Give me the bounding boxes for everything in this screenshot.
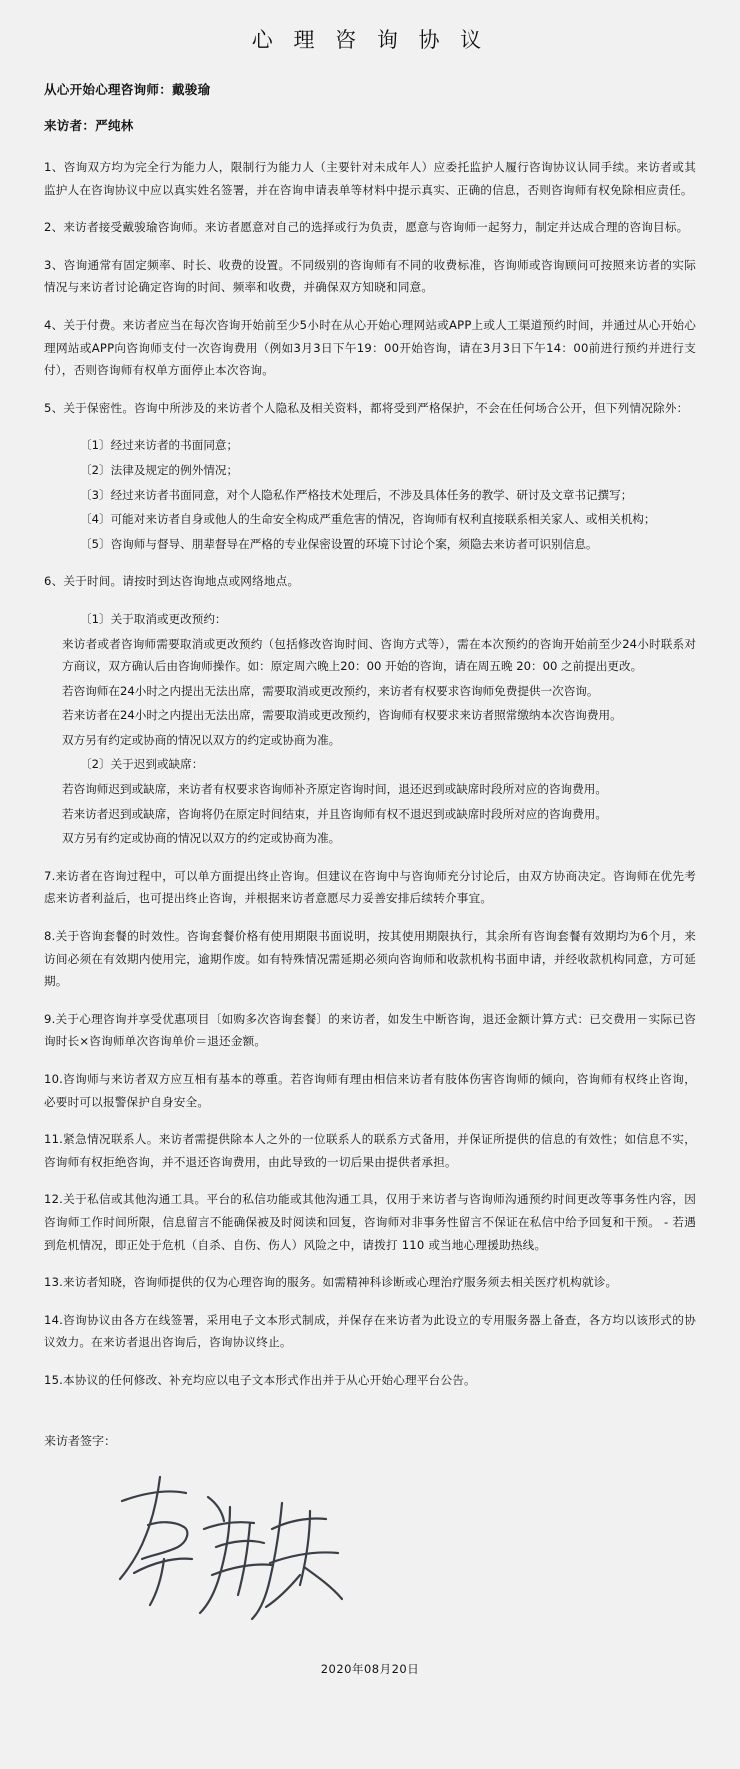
time-item-2: 来访者或者咨询师需要取消或更改预约（包括修改咨询时间、咨询方式等），需在本次预约的咨询开始前至少24小时联系对方商议，双方确认后由咨询师操作。如：原定周六晚上20：00 开始的咨询，请在周五晚 20：00 之前提出更改。 [62,636,696,674]
client-line: 来访者：严纯林 [44,118,134,133]
clause-3: 3、咨询通常有固定频率、时长、收费的设置。不同级别的咨询师有不同的收费标准，咨询师或咨询顾问可按照来访者的实际情况与来访者讨论确定咨询的时间、频率和收费，并确保双方知晓和同意。 [44,257,696,295]
clause-8: 8.关于咨询套餐的时效性。咨询套餐价格有使用期限书面说明，按其使用期限执行，其余所有咨询套餐有效期均为6个月，来访间必须在有效期内使用完，逾期作废。如有特殊情况需延期必须向咨询师和收款机构书面申请，并经收款机构同意，方可延期。 [44,929,696,989]
confidential-item-5: 〔5〕咨询师与督导、朋辈督导在严格的专业保密设置的环境下讨论个案，须隐去来访者可识别信息。 [80,536,598,551]
clause-11: 11.紧急情况联系人。来访者需提供除本人之外的一位联系人的联系方式备用，并保证所提供的信息的有效性；如信息不实，咨询师有权拒绝咨询，并不退还咨询费用，由此导致的一切后果由提供者承担。 [44,1132,696,1169]
spacer [44,557,696,570]
clause-12: 12.关于私信或其他沟通工具。平台的私信功能或其他沟通工具，仅用于来访者与咨询师沟通预约时间更改等事务性内容，因咨询师工作时间所限，信息留言不能确保被及时阅读和回复，咨询师对非事务性留言不保证在私信中给予回复和干预。 - 若遇到危机情况，即正处于危机（自杀、自伤、伤人）风险之中，请拨打 110 或当地心理援助热线。 [44,1192,696,1252]
confidential-item-3: 〔3〕经过来访者书面同意，对个人隐私作严格技术处理后，不涉及具体任务的教学、研讨及文章书记撰写； [80,487,633,502]
handwritten-signature [104,1463,364,1633]
signature-label: 来访者签字： [44,1433,117,1448]
clause-1: 1、咨询双方均为完全行为能力人，限制行为能力人（主要针对未成年人）应委托监护人履行咨询协议认同手续。来访者或其监护人在咨询协议中应以真实姓名签署，并在咨询申请表单等材料中提示真实、正确的信息，否则咨询师有权免除相应责任。 [44,160,696,197]
time-item-4: 若来访者在24小时之内提出无法出席，需要取消或更改预约，咨询师有权要求来访者照常缴纳本次咨询费用。 [62,708,622,723]
time-item-8: 若来访者迟到或缺席，咨询将仍在原定时间结束，并且咨询师有权不退迟到或缺席时段所对应的咨询费用。 [62,806,607,821]
confidential-item-4: 〔4〕可能对来访者自身或他人的生命安全构成严重危害的情况，咨询师有权利直接联系相关家人、或相关机构； [80,512,656,527]
clause-10: 10.咨询师与来访者双方应互相有基本的尊重。若咨询师有理由相信来访者有肢体伤害咨询师的倾向，咨询师有权终止咨询，必要时可以报警保护自身安全。 [44,1072,696,1109]
confidential-item-1: 〔1〕经过来访者的书面同意； [80,438,239,453]
time-item-7: 若咨询师迟到或缺席，来访者有权要求咨询师补齐原定咨询时间，退还迟到或缺席时段所对应的咨询费用。 [62,782,607,797]
clause-2: 2、来访者接受戴骏瑜咨询师。来访者愿意对自己的选择或行为负责，愿意与咨询师一起努力，制定并达成合理的咨询目标。 [44,220,689,235]
signature-date: 2020年08月20日 [320,1661,420,1676]
time-item-1: 〔1〕关于取消或更改预约： [80,611,227,626]
spacer [44,852,696,865]
confidential-item-2: 〔2〕法律及规定的例外情况； [80,462,239,477]
clause-15: 15.本协议的任何修改、补充均应以电子文本形式作出并于从心开始心理平台公告。 [44,1372,476,1387]
counselor-line: 从心开始心理咨询师：戴骏瑜 [44,82,211,97]
clause-13: 13.来访者知晓，咨询师提供的仅为心理咨询的服务。如需精神科诊断或心理治疗服务须去相关医疗机构就诊。 [44,1275,618,1290]
page-title: 心 理 咨 询 协 议 [251,28,489,52]
time-item-5: 双方另有约定或协商的情况以双方的约定或协商为准。 [62,732,341,747]
clause-4: 4、关于付费。来访者应当在每次咨询开始前至少5小时在从心开始心理网站或APP上或人工渠道预约时间，并通过从心开始心理网站或APP向咨询师支付一次咨询费用（例如3月3日下午19：00开始咨询，请在3月3日下午14：00前进行预约并进行支付），否则咨询师有权单方面停止本次咨询。 [44,317,696,378]
signature-area [44,1453,696,1643]
time-item-3: 若咨询师在24小时之内提出无法出席，需要取消或更改预约，来访者有权要求咨询师免费提供一次咨询。 [62,683,599,698]
clause-9: 9.关于心理咨询并享受优惠项目〔如购多次咨询套餐〕的来访者，如发生中断咨询，退还金额计算方式：已交费用－实际已咨询时长×咨询师单次咨询单价＝退还金额。 [44,1011,696,1049]
time-item-9: 双方另有约定或协商的情况以双方的约定或协商为准。 [62,831,341,846]
clause-6: 6、关于时间。请按时到达咨询地点或网络地点。 [44,574,300,589]
clause-5: 5、关于保密性。咨询中所涉及的来访者个人隐私及相关资料，都将受到严格保护，不会在任何场合公开，但下列情况除外： [44,400,689,415]
clause-14: 14.咨询协议由各方在线签署，采用电子文本形式制成，并保存在来访者为此设立的专用服务器上备查，各方均以该形式的协议效力。在来访者退出咨询后，咨询协议终止。 [44,1312,696,1350]
time-item-6: 〔2〕关于迟到或缺席： [80,757,204,772]
clause-7: 7.来访者在咨询过程中，可以单方面提出终止咨询。但建议在咨询中与咨询师充分讨论后，由双方协商决定。咨询师在优先考虑来访者利益后，也可提出终止咨询，并根据来访者意愿尽力妥善安排后续转介事宜。 [44,868,696,906]
